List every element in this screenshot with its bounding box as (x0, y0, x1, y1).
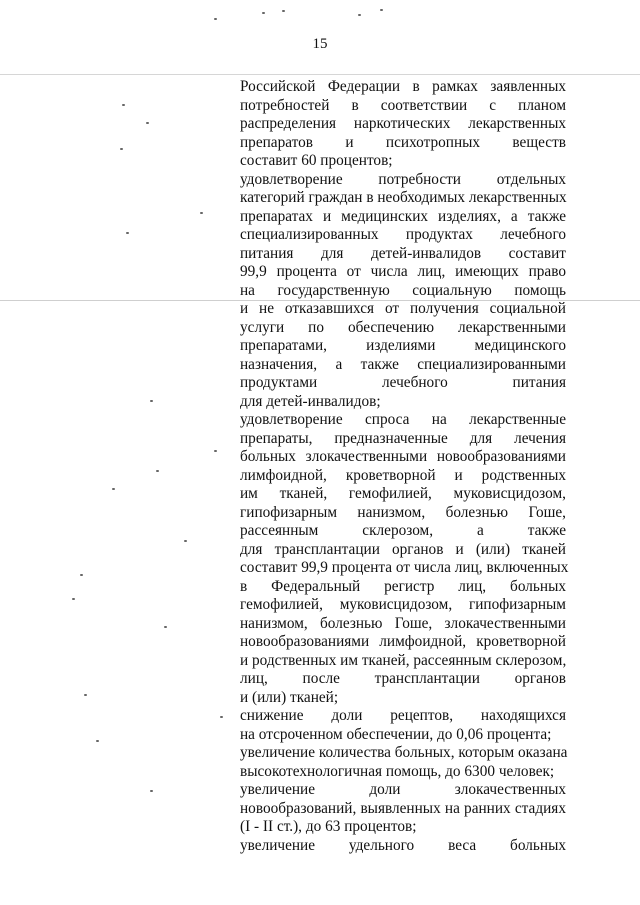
speck (126, 232, 129, 234)
speck (122, 104, 125, 106)
speck (84, 694, 87, 696)
speck (150, 790, 153, 792)
text-line: больных злокачественными новообразованиями (240, 448, 566, 465)
document-body (240, 78, 569, 855)
text-line: им тканей, гемофилией, муковисцидозом, (240, 485, 566, 502)
text-line: новообразований, выявленных на ранних стадиях (240, 799, 566, 817)
speck (200, 212, 203, 214)
text-line: удовлетворение спроса на лекарственные (240, 411, 566, 428)
text-line: препараты, предназначенные для лечения (240, 429, 566, 447)
text-line: гипофизарным нанизмом, болезнью Гоше, (240, 503, 566, 521)
text-line: питания для детей-инвалидов составит (240, 244, 566, 262)
text-line: лимфоидной, кроветворной и родственных (240, 466, 566, 484)
text-line: снижение доли рецептов, находящихся (240, 707, 566, 724)
text-line: услуги по обеспечению лекарственными (240, 318, 566, 336)
text-line: назначения, а также специализированными (240, 355, 566, 373)
speck (96, 740, 99, 742)
speck (214, 18, 217, 20)
page-number: 15 (312, 36, 328, 52)
text-line: составит 60 процентов; (240, 152, 393, 169)
top-divider (0, 74, 640, 75)
text-line: Российской Федерации в рамках заявленных (240, 78, 566, 95)
text-line: и не отказавшихся от получения социальной (240, 300, 566, 317)
text-line: и родственных им тканей, рассеянным склерозом, (240, 651, 567, 669)
text-line: увеличение количества больных, которым оказана (240, 744, 568, 761)
text-line: специализированных продуктах лечебного (240, 226, 566, 243)
text-line: гемофилией, муковисцидозом, гипофизарным (240, 596, 566, 613)
text-line: препаратами, изделиями медицинского (240, 337, 566, 354)
text-line: категорий граждан в необходимых лекарственных (240, 189, 567, 206)
text-line: на государственную социальную помощь (240, 281, 566, 299)
text-line: 99,9 процента от числа лиц, имеющих право (240, 263, 566, 280)
text-line: распределения наркотических лекарственных (240, 115, 566, 132)
text-line: на отсроченном обеспечении, до 0,06 процента; (240, 725, 552, 743)
speck (150, 400, 153, 402)
text-line: в Федеральный регистр лиц, больных (240, 577, 566, 595)
speck (80, 574, 83, 576)
speck (220, 716, 223, 718)
text-line: продуктами лечебного питания (240, 374, 566, 391)
text-line: препаратов и психотропных веществ (240, 133, 566, 151)
speck (358, 14, 361, 16)
text-line: для трансплантации органов и (или) тканей (240, 540, 566, 558)
speck (112, 488, 115, 490)
speck (164, 626, 167, 628)
speck (214, 450, 217, 452)
text-line: препаратах и медицинских изделиях, а также (240, 207, 566, 225)
text-line: лиц, после трансплантации органов (240, 670, 566, 687)
text-line: увеличение доли злокачественных (240, 781, 566, 798)
speck (184, 540, 187, 542)
speck (146, 122, 149, 124)
speck (156, 470, 159, 472)
speck (120, 148, 123, 150)
text-line: нанизмом, болезнью Гоше, злокачественными (240, 614, 566, 632)
text-line: потребностей в соответствии с планом (240, 96, 566, 114)
speck (72, 598, 75, 600)
text-line: составит 99,9 процента от числа лиц, включенных (240, 559, 569, 576)
text-line: новообразованиями лимфоидной, кроветворной (240, 633, 566, 650)
text-line: и (или) тканей; (240, 688, 339, 706)
speck (380, 9, 383, 11)
text-line: удовлетворение потребности отдельных (240, 170, 566, 188)
text-line: рассеянным склерозом, а также (240, 522, 566, 539)
speck (282, 10, 285, 12)
speck (262, 12, 265, 14)
text-line: увеличение удельного веса больных (240, 836, 566, 854)
text-line: (I - II ст.), до 63 процентов; (240, 818, 417, 835)
text-line: для детей-инвалидов; (240, 392, 381, 410)
text-line: высокотехнологичная помощь, до 6300 человек; (240, 762, 555, 780)
